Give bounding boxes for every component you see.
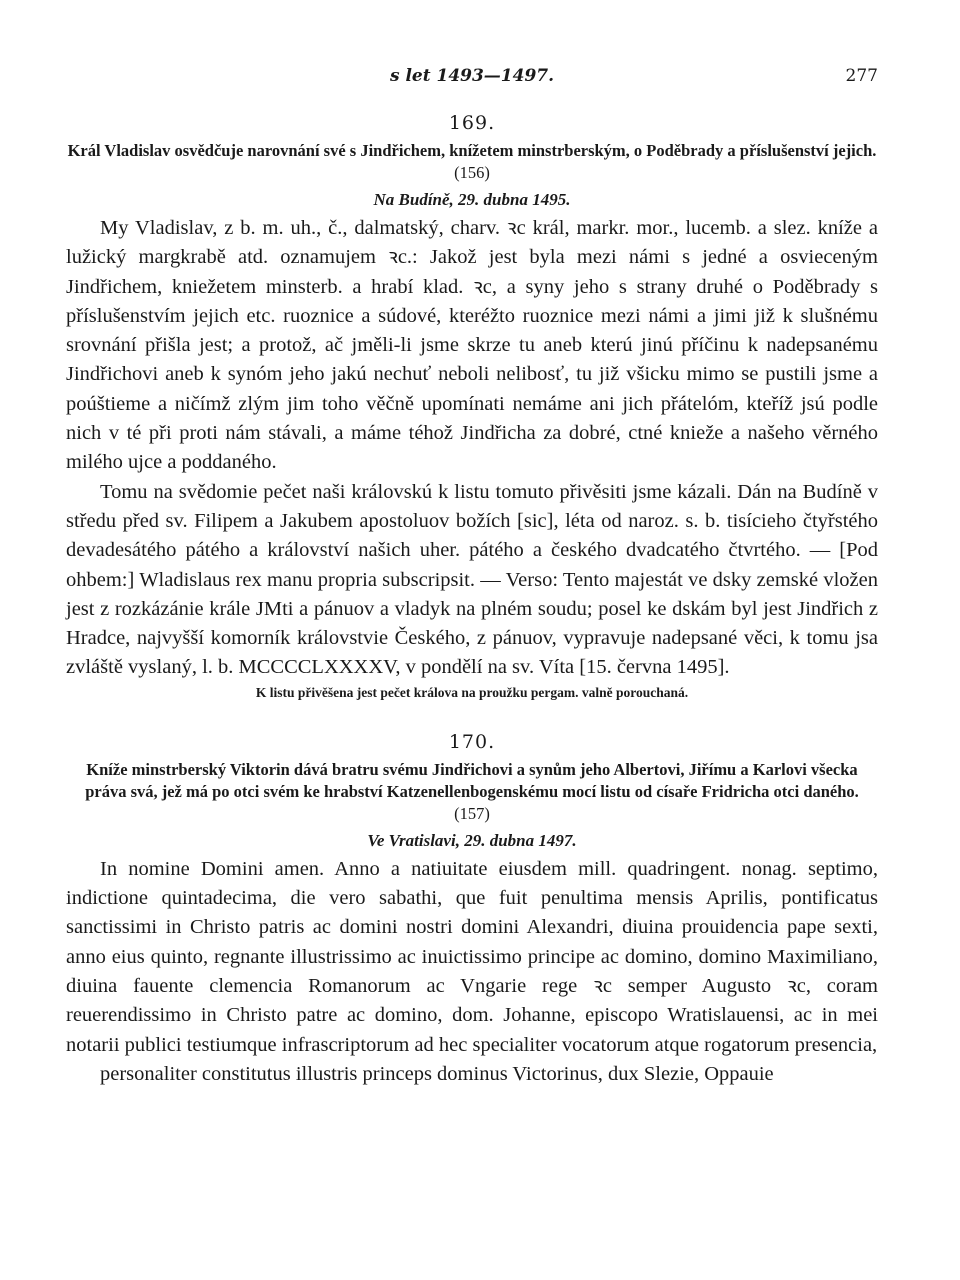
document-number: 170.	[448, 730, 496, 753]
body-paragraph: Tomu na svědomie pečet naši královskú k listu tomuto přivěsiti jsme kázali. Dán na Budíně v středu před sv. Filipem a Jakubem apostoluov božích [sic], léta od naroz. s. b. tisícieho čtyřstého devadesátého pátého a království našich uher. pátého a českého dvadcatého čtvrtého. — [Pod ohbem:] Wladislaus rex manu propria subscripsit. — Verso: Tento majestát ve dsky zemské vložen jest z rozkázánie krále JMti a pánuov a vladyk na plném soudu; posel ke dskám byl jest Jindřich z Hradce, najvyšší komorník královstvie Českého, z pánuov, vypravuje nadepsané věci, k tomu jsa zvláště vyslaný, l. b. MCCCCLXXXXV, v pondělí na sv. Víta [15. června 1495].	[66, 480, 878, 679]
document-dateline: Ve Vratislavi, 29. dubna 1497.	[367, 830, 577, 850]
document-regest	[66, 140, 878, 184]
document-body	[66, 214, 878, 683]
running-head	[66, 66, 878, 96]
body-paragraph: In nomine Domini amen. Anno a natiuitate eiusdem mill. quadringent. nonag. septimo, indictione quintadecima, die vero sabathi, que fuit penultima mensis Aprilis, pontificatus sanctissimi in Christo patris ac domini nostri domini Alexandri, diuina prouidencia pape sexti, anno eius quinto, regnante illustrissimo ac inuictissimo principe ac domino, domino Maximiliano, diuina fauente clemencia Romanorum ac Vngarie rege ꝛc semper Augusto ꝛc, coram reuerendissimo in Christo patre ac domino, dom. Johanne, episcopo Wratislauensi, ac in mei notarii publici testiumque infrascriptorum ad hec specialiter vocatorum atque rogatorum presencia,	[66, 857, 878, 1056]
regest-reference: (156)	[454, 163, 490, 182]
body-paragraph: personaliter constitutus illustris princeps dominus Victorinus, dux Slezie, Oppauie	[100, 1062, 774, 1085]
document-dateline: Na Budíně, 29. dubna 1495.	[373, 190, 571, 209]
body-paragraph: My Vladislav, z b. m. uh., č., dalmatský, charv. ꝛc král, markr. mor., lucemb. a slez. kníže a lužický margkrabě atd. oznamujem ꝛc.: Jakož jest byla mezi námi s jedné a osvieceným Jindřichem, kniežetem minsterb. a hrabí klad. ꝛc, a syny jeho s strany druhé o Poděbrady s příslušenstvím jejich etc. ruoznice a súdové, kteréžto ruoznice mezi námi a jimi již k slušnému srovnání přišla jest; a protož, ač jměli-li jsme skrze tu aneb kterú jinú příčinu k nadepsanému Jindřichovi aneb k synóm jeho jakú nechuť neboli nelibosť, tu již všicku mimo se pustili jsme a poúštieme a ničímž zlým jim toho věčně upomínati nemáme ani jich přátelóm, kteříž jsú podle nich v té při proti nám stávali, a máme téhož Jindřicha za dobré, ctné knieže a našeho věrného milého ujce a poddaného.	[66, 217, 878, 474]
regest-reference: (157)	[454, 803, 490, 823]
running-title: s let 1493—1497.	[389, 66, 555, 86]
document-body	[66, 855, 878, 1089]
regest-text: Kníže minstrberský Viktorin dává bratru svému Jindřichovi a synům jeho Albertovi, Jiřímu a Karlovi všecka práva svá, jež má po otci svém ke hrabství Katzenellenbogenskému mocí listu od císaře Fridricha otci daného.	[85, 759, 859, 801]
document-regest	[66, 759, 878, 825]
regest-text: Král Vladislav osvědčuje narovnání své s Jindřichem, knížetem minstrberským, o Poděbrady a příslušenství jejich.	[67, 141, 877, 160]
document-page	[66, 66, 878, 1089]
document-number: 169.	[448, 112, 496, 134]
page-number: 277	[845, 66, 878, 86]
seal-note: K listu přivěšena jest pečet králova na proužku pergam. valně porouchaná.	[255, 684, 689, 700]
